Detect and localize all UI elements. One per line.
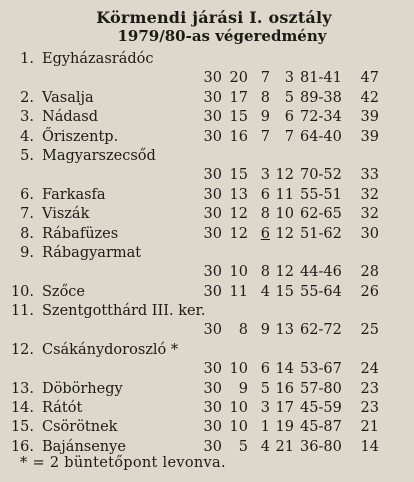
team-name: Nádasd — [42, 109, 98, 126]
matches-played: 30 — [203, 380, 222, 397]
rank: 11. — [10, 303, 34, 320]
team-name: Rátót — [42, 400, 83, 417]
team-name: Viszák — [42, 206, 90, 223]
rank: 8. — [20, 225, 34, 242]
matches-played: 30 — [203, 225, 222, 242]
wins: 16 — [229, 128, 248, 145]
matches-played: 30 — [203, 322, 222, 339]
rank: 15. — [10, 419, 34, 436]
goals: 70-52 — [300, 167, 342, 184]
draws: 4 — [260, 438, 270, 455]
table-row — [0, 108, 414, 127]
table-row — [0, 321, 414, 340]
matches-played: 30 — [203, 361, 222, 378]
matches-played: 30 — [203, 419, 222, 436]
wins: 12 — [229, 206, 248, 223]
table-row-name — [0, 50, 414, 69]
losses: 7 — [284, 128, 294, 145]
rank: 7. — [20, 206, 34, 223]
losses: 15 — [275, 283, 294, 300]
goals: 62-65 — [300, 206, 342, 223]
matches-played: 30 — [203, 400, 222, 417]
rank: 2. — [20, 89, 34, 106]
rank: 1. — [20, 51, 34, 67]
footnote: * = 2 büntetőpont levonva. — [20, 455, 226, 471]
draws: 6 — [260, 361, 270, 378]
points: 23 — [360, 380, 379, 397]
goals: 64-40 — [300, 128, 342, 145]
rank: 14. — [10, 400, 34, 417]
draws: 9 — [260, 322, 270, 339]
team-name: Őriszentp. — [42, 128, 119, 145]
table-row-name — [0, 244, 414, 263]
points: 39 — [360, 128, 379, 145]
table-row — [0, 186, 414, 205]
rank: 12. — [10, 341, 34, 358]
table-row — [0, 399, 414, 418]
page-title: Körmendi járási I. osztály — [96, 8, 332, 27]
standings-table — [0, 50, 414, 457]
table-row — [0, 128, 414, 147]
draws: 6 — [260, 225, 270, 242]
wins: 11 — [229, 283, 248, 300]
points: 21 — [360, 419, 379, 436]
losses: 13 — [275, 322, 294, 339]
table-row — [0, 380, 414, 399]
wins: 10 — [229, 264, 248, 281]
table-row — [0, 225, 414, 244]
team-name: Vasalja — [42, 89, 94, 106]
wins: 10 — [229, 361, 248, 378]
matches-played: 30 — [203, 167, 222, 184]
wins: 20 — [229, 70, 248, 87]
goals: 36-80 — [300, 438, 342, 455]
losses: 12 — [275, 225, 294, 242]
wins: 17 — [229, 89, 248, 106]
points: 30 — [360, 225, 379, 242]
losses: 11 — [275, 186, 294, 203]
rank: 9. — [20, 244, 34, 261]
losses: 12 — [275, 264, 294, 281]
table-row-name — [0, 302, 414, 321]
matches-played: 30 — [203, 438, 222, 455]
table-row — [0, 263, 414, 282]
team-name: Bajánsenye — [42, 438, 126, 455]
losses: 5 — [284, 89, 294, 106]
draws: 9 — [260, 109, 270, 126]
points: 24 — [360, 361, 379, 378]
losses: 12 — [275, 167, 294, 184]
table-row — [0, 166, 414, 185]
points: 25 — [360, 322, 379, 339]
goals: 72-34 — [300, 109, 342, 126]
goals: 89-38 — [300, 89, 342, 106]
team-name: Szőce — [42, 283, 86, 300]
wins: 10 — [229, 419, 248, 436]
points: 42 — [360, 89, 379, 106]
team-name: Csörötnek — [42, 419, 118, 436]
goals: 45-87 — [300, 419, 342, 436]
matches-played: 30 — [203, 206, 222, 223]
points: 33 — [360, 167, 379, 184]
draws: 7 — [260, 128, 270, 145]
points: 39 — [360, 109, 379, 126]
table-row — [0, 69, 414, 88]
draws: 3 — [260, 400, 270, 417]
matches-played: 30 — [203, 186, 222, 203]
points: 47 — [360, 70, 379, 87]
wins: 10 — [229, 400, 248, 417]
rank: 10. — [10, 283, 34, 300]
goals: 51-62 — [300, 225, 342, 242]
wins: 15 — [229, 167, 248, 184]
table-row — [0, 418, 414, 437]
points: 32 — [360, 206, 379, 223]
rank: 4. — [20, 128, 34, 145]
goals: 53-67 — [300, 361, 342, 378]
table-row — [0, 205, 414, 224]
table-row-name — [0, 147, 414, 166]
draws: 8 — [260, 89, 270, 106]
table-row — [0, 360, 414, 379]
matches-played: 30 — [203, 128, 222, 145]
rank: 16. — [10, 438, 34, 455]
rank: 5. — [20, 147, 34, 164]
table-row-name — [0, 341, 414, 360]
draws: 4 — [260, 283, 270, 300]
rank: 6. — [20, 186, 34, 203]
draws: 8 — [260, 206, 270, 223]
goals: 55-64 — [300, 283, 342, 300]
draws: 6 — [260, 186, 270, 203]
table-row — [0, 283, 414, 302]
losses: 14 — [275, 361, 294, 378]
matches-played: 30 — [203, 283, 222, 300]
rank: 13. — [10, 380, 34, 397]
losses: 6 — [284, 109, 294, 126]
points: 14 — [360, 438, 379, 455]
table-row — [0, 89, 414, 108]
team-name: Csákánydoroszló * — [42, 341, 179, 358]
wins: 5 — [238, 438, 248, 455]
points: 32 — [360, 186, 379, 203]
losses: 19 — [275, 419, 294, 436]
losses: 10 — [275, 206, 294, 223]
goals: 62-72 — [300, 322, 342, 339]
wins: 13 — [229, 186, 248, 203]
goals: 44-46 — [300, 264, 342, 281]
wins: 9 — [238, 380, 248, 397]
draws: 3 — [260, 167, 270, 184]
losses: 21 — [275, 438, 294, 455]
goals: 57-80 — [300, 380, 342, 397]
page-subtitle: 1979/80-as végeredmény — [117, 27, 327, 45]
team-name: Szentgotthárd III. ker. — [42, 303, 206, 320]
wins: 12 — [229, 225, 248, 242]
draws: 8 — [260, 264, 270, 281]
matches-played: 30 — [203, 89, 222, 106]
team-name: Döbörhegy — [42, 380, 123, 397]
draws: 5 — [260, 380, 270, 397]
team-name: Rábagyarmat — [42, 244, 142, 261]
losses: 17 — [275, 400, 294, 417]
matches-played: 30 — [203, 264, 222, 281]
points: 26 — [360, 283, 379, 300]
points: 23 — [360, 400, 379, 417]
wins: 15 — [229, 109, 248, 126]
draws: 7 — [260, 70, 270, 87]
matches-played: 30 — [203, 70, 222, 87]
team-name: Rábafüzes — [42, 225, 119, 242]
rank: 3. — [20, 109, 34, 126]
draws: 1 — [260, 419, 270, 436]
goals: 55-51 — [300, 186, 342, 203]
team-name: Egyházasrádóc — [42, 51, 154, 67]
matches-played: 30 — [203, 109, 222, 126]
wins: 8 — [238, 322, 248, 339]
team-name: Farkasfa — [42, 186, 106, 203]
losses: 16 — [275, 380, 294, 397]
losses: 3 — [284, 70, 294, 87]
goals: 81-41 — [300, 70, 342, 87]
goals: 45-59 — [300, 400, 342, 417]
points: 28 — [360, 264, 379, 281]
team-name: Magyarszecsőd — [42, 147, 156, 164]
